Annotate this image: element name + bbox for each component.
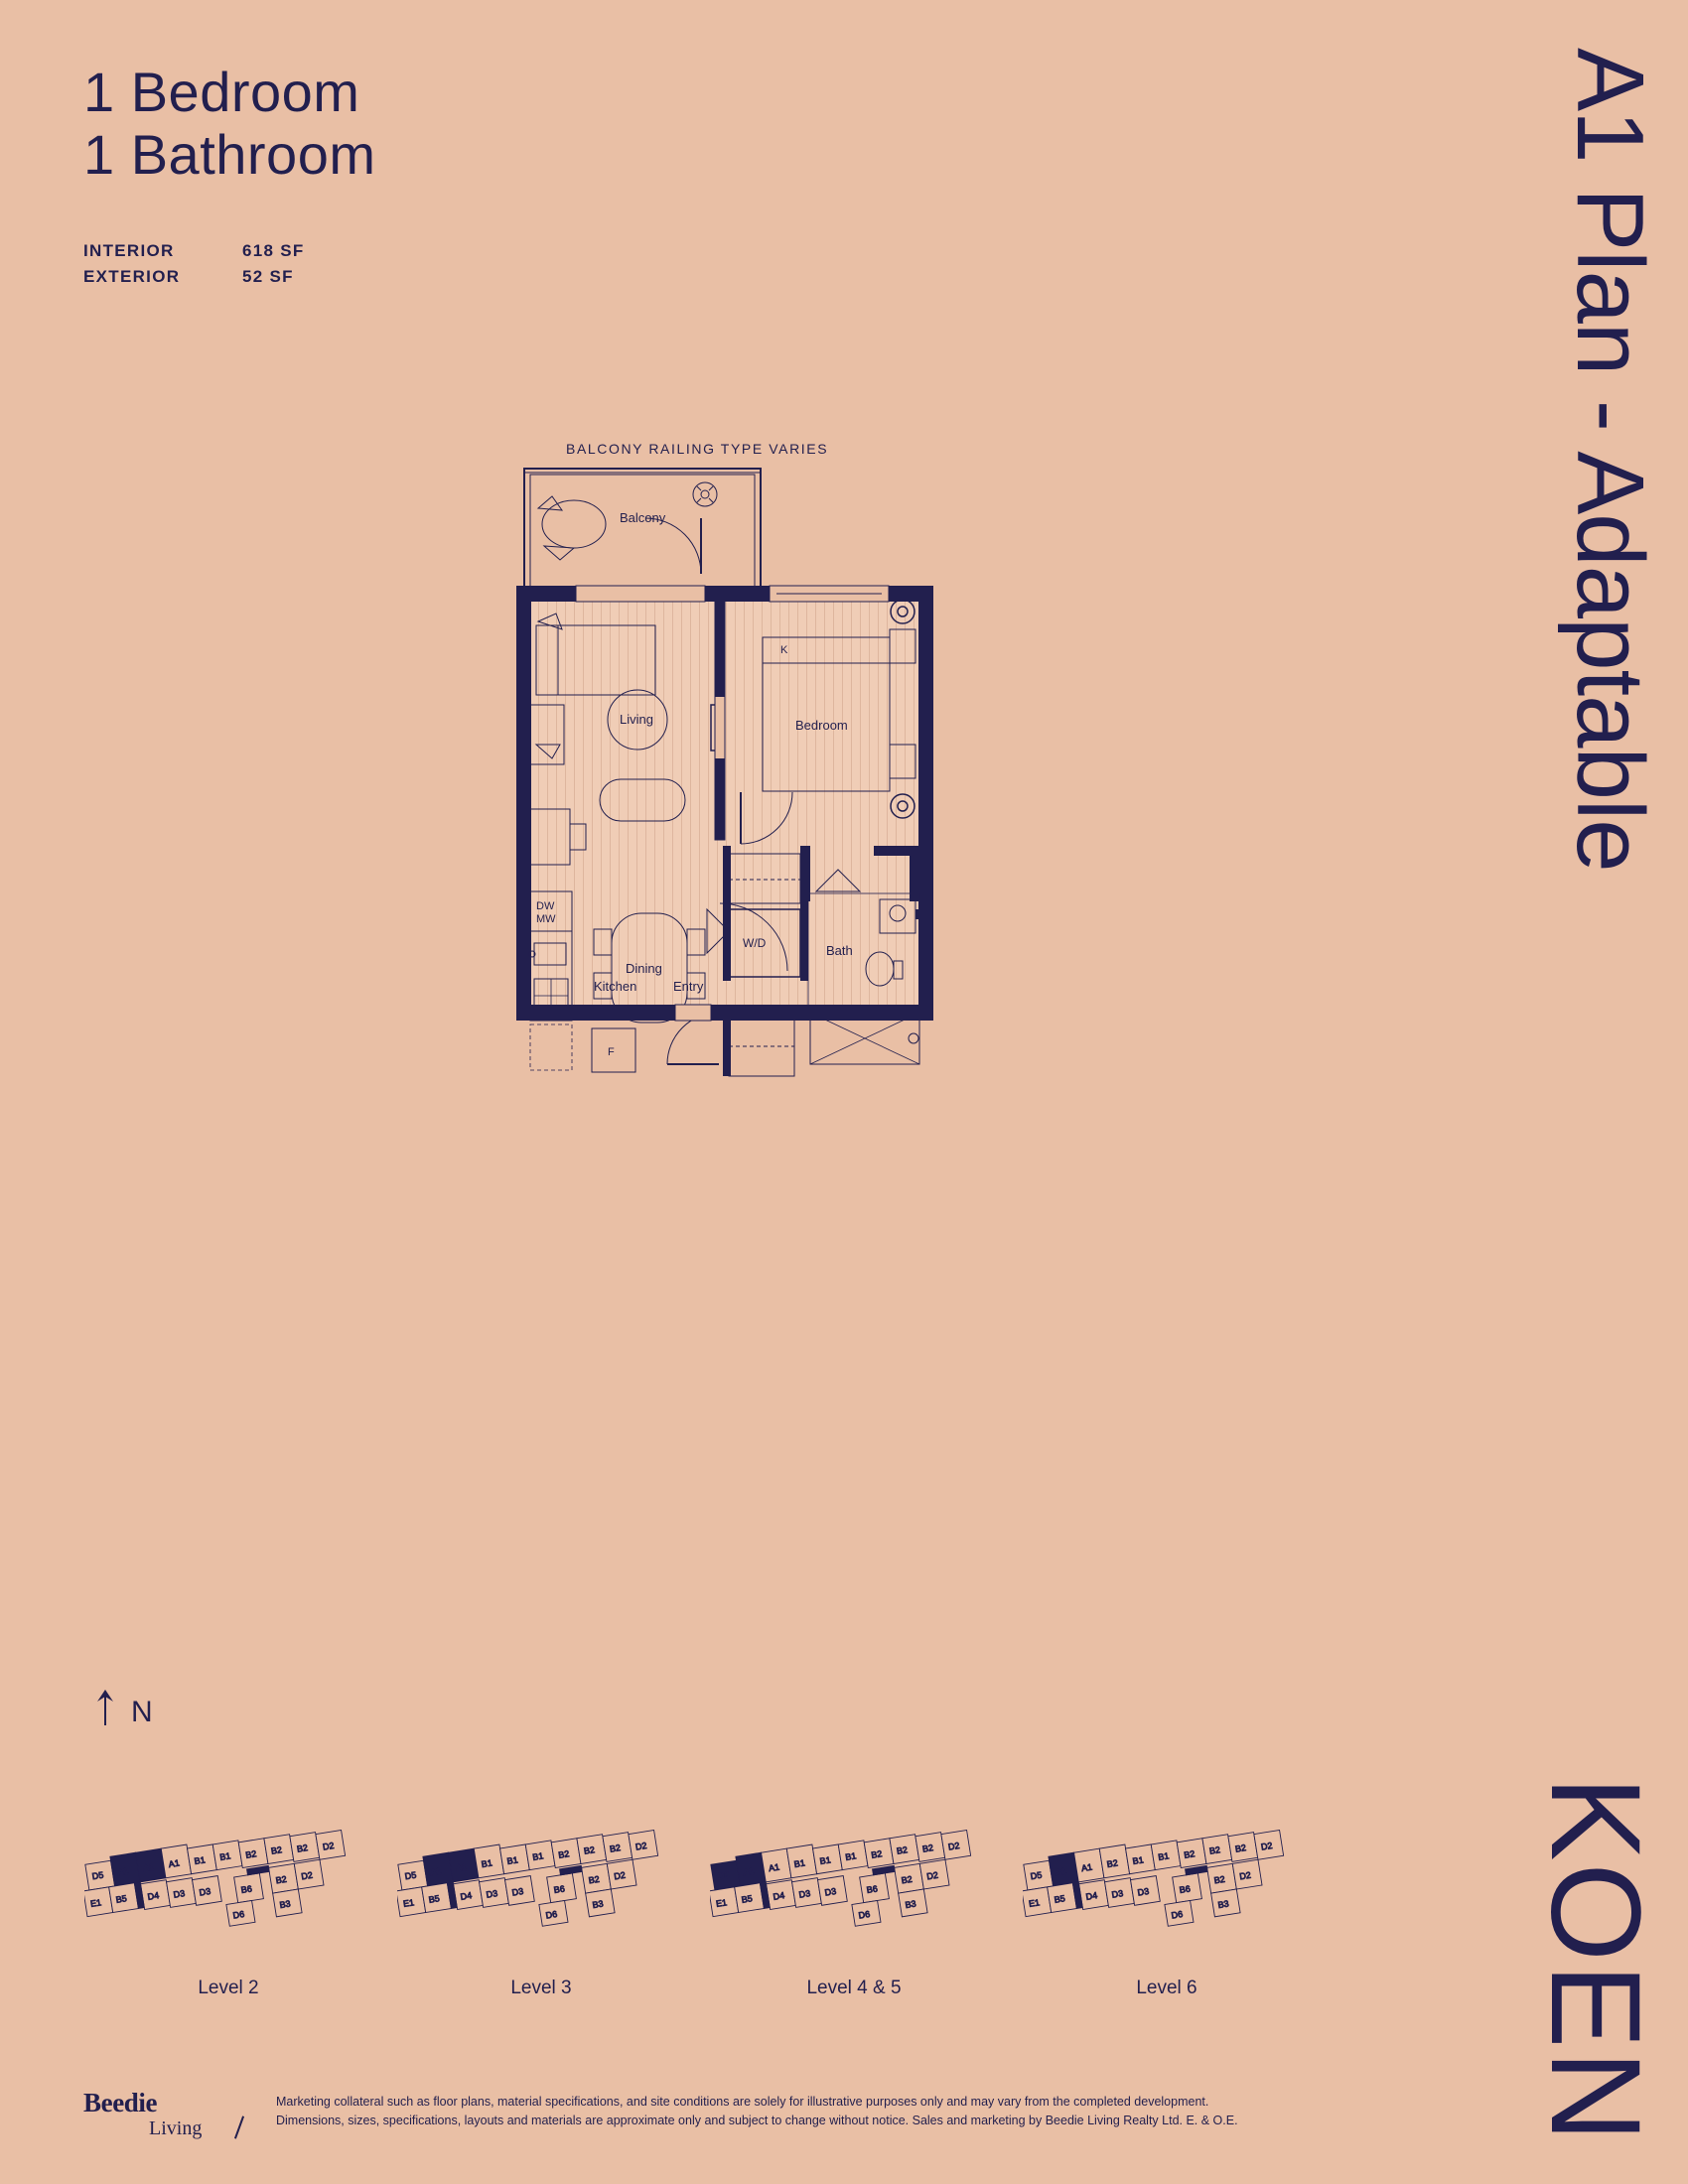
structural-blocks xyxy=(516,1005,933,1021)
north-label: N xyxy=(131,1696,153,1728)
area-summary xyxy=(83,238,361,291)
appliance-label-dw: DW xyxy=(536,900,555,912)
svg-text:B5: B5 xyxy=(114,1893,128,1905)
svg-text:D3: D3 xyxy=(172,1888,186,1900)
svg-text:B3: B3 xyxy=(591,1898,605,1911)
svg-text:B2: B2 xyxy=(583,1844,596,1856)
area-value-interior: 618 SF xyxy=(242,241,305,260)
svg-text:B3: B3 xyxy=(904,1898,917,1911)
area-row-interior xyxy=(83,238,361,264)
svg-text:D5: D5 xyxy=(91,1869,104,1882)
beedie-living-logo xyxy=(83,2090,202,2138)
svg-text:B2: B2 xyxy=(557,1848,571,1860)
svg-text:B6: B6 xyxy=(240,1883,253,1895)
floorplan-drawing xyxy=(516,417,1152,1439)
room-label-kitchen: Kitchen xyxy=(594,979,637,994)
svg-text:B6: B6 xyxy=(553,1883,566,1895)
project-brand-vertical: KOEN xyxy=(1524,1776,1666,2144)
area-label-exterior: EXTERIOR xyxy=(83,267,181,287)
svg-text:D5: D5 xyxy=(1030,1869,1043,1882)
svg-text:B1: B1 xyxy=(531,1850,545,1862)
svg-text:B6: B6 xyxy=(866,1883,879,1895)
keyplan-label: Level 3 xyxy=(510,1978,572,1998)
svg-text:B2: B2 xyxy=(296,1843,309,1854)
balcony-railing-note: BALCONY RAILING TYPE VARIES xyxy=(566,441,829,457)
area-row-exterior xyxy=(83,264,361,290)
keyplan-label: Level 2 xyxy=(198,1978,259,1998)
svg-text:B2: B2 xyxy=(587,1873,601,1886)
area-value-exterior: 52 SF xyxy=(242,267,294,287)
svg-text:B2: B2 xyxy=(1212,1873,1226,1886)
balcony-area xyxy=(524,469,761,593)
svg-text:D4: D4 xyxy=(459,1890,473,1902)
svg-text:D6: D6 xyxy=(857,1908,871,1921)
svg-text:B1: B1 xyxy=(844,1850,858,1862)
svg-text:B1: B1 xyxy=(505,1854,519,1867)
svg-text:D6: D6 xyxy=(231,1908,245,1921)
svg-text:E1: E1 xyxy=(715,1897,728,1909)
svg-text:D2: D2 xyxy=(300,1869,314,1882)
keyplan-diagram xyxy=(710,1797,998,1976)
room-label-dining: Dining xyxy=(626,961,662,976)
svg-text:D2: D2 xyxy=(1260,1840,1274,1852)
north-arrow-icon xyxy=(91,1688,125,1727)
svg-text:B1: B1 xyxy=(481,1857,493,1870)
svg-text:B2: B2 xyxy=(1234,1843,1247,1854)
svg-text:B3: B3 xyxy=(1216,1898,1230,1911)
keyplan-level-4-5 xyxy=(710,1797,998,2005)
appliance-label-f: F xyxy=(608,1046,615,1058)
title-line-bedroom: 1 Bedroom xyxy=(83,61,360,123)
svg-text:D3: D3 xyxy=(823,1885,837,1898)
svg-text:A1: A1 xyxy=(1055,1865,1068,1878)
svg-text:D2: D2 xyxy=(613,1869,627,1882)
svg-text:A1: A1 xyxy=(742,1865,756,1878)
svg-text:E1: E1 xyxy=(89,1897,102,1909)
svg-text:A1: A1 xyxy=(116,1865,130,1878)
svg-text:B1: B1 xyxy=(1131,1854,1145,1867)
interior-partition xyxy=(715,602,725,840)
svg-text:D3: D3 xyxy=(485,1888,498,1900)
svg-text:B1: B1 xyxy=(818,1854,832,1867)
svg-text:B2: B2 xyxy=(609,1843,622,1854)
svg-text:B1: B1 xyxy=(1157,1850,1171,1862)
svg-text:D2: D2 xyxy=(1238,1869,1252,1882)
svg-text:B5: B5 xyxy=(740,1893,754,1905)
room-label-bedroom: Bedroom xyxy=(795,718,848,733)
svg-text:D3: D3 xyxy=(1136,1885,1150,1898)
keyplan-diagram xyxy=(397,1797,685,1976)
svg-text:E1: E1 xyxy=(1028,1897,1041,1909)
keyplan-label: Level 4 & 5 xyxy=(806,1978,902,1998)
svg-text:B2: B2 xyxy=(1106,1857,1119,1870)
svg-text:D5: D5 xyxy=(404,1869,417,1882)
keyplan-diagram xyxy=(84,1797,372,1976)
keyplan-group xyxy=(70,1797,1291,2035)
svg-text:B2: B2 xyxy=(274,1873,288,1886)
svg-text:A1: A1 xyxy=(142,1861,155,1874)
room-label-living: Living xyxy=(620,712,653,727)
svg-text:B2: B2 xyxy=(900,1873,914,1886)
svg-text:A1: A1 xyxy=(1080,1861,1093,1874)
svg-text:B3: B3 xyxy=(278,1898,292,1911)
keyplan-level-3 xyxy=(397,1797,685,2005)
svg-text:B1: B1 xyxy=(793,1857,806,1870)
appliance-label-k: K xyxy=(780,644,788,656)
svg-text:D6: D6 xyxy=(1170,1908,1184,1921)
room-label-entry: Entry xyxy=(673,979,704,994)
appliance-label-mw: MW xyxy=(536,913,556,925)
svg-text:B2: B2 xyxy=(896,1844,909,1856)
svg-text:D4: D4 xyxy=(146,1890,160,1902)
brand-subname: Living xyxy=(149,2117,203,2139)
svg-text:B2: B2 xyxy=(870,1848,884,1860)
svg-text:A1: A1 xyxy=(768,1861,780,1874)
svg-text:D3: D3 xyxy=(198,1885,211,1898)
svg-text:B5: B5 xyxy=(427,1893,441,1905)
svg-text:A1: A1 xyxy=(455,1861,468,1874)
svg-text:D5: D5 xyxy=(717,1869,730,1882)
svg-text:D3: D3 xyxy=(510,1885,524,1898)
svg-text:E1: E1 xyxy=(402,1897,415,1909)
svg-text:D4: D4 xyxy=(772,1890,785,1902)
disclaimer-line-2: Dimensions, sizes, specifications, layouts and materials are approximate only and subject to change without notice. Sales and marketing by Beedie Living Realty Ltd. E. & O.E. xyxy=(276,2113,1238,2127)
keyplan-level-2 xyxy=(84,1797,372,2005)
page-title xyxy=(83,62,376,186)
svg-text:D2: D2 xyxy=(925,1869,939,1882)
appliance-label-wd: W/D xyxy=(743,936,767,950)
svg-text:D6: D6 xyxy=(544,1908,558,1921)
floorplan-svg xyxy=(516,417,1152,1439)
svg-text:B2: B2 xyxy=(270,1844,283,1856)
brand-slash-divider xyxy=(234,2116,244,2138)
keyplan-level-6 xyxy=(1023,1797,1311,2005)
svg-text:B5: B5 xyxy=(1053,1893,1066,1905)
svg-text:B1: B1 xyxy=(218,1850,232,1862)
brand-name: Beedie xyxy=(83,2088,158,2117)
svg-text:B2: B2 xyxy=(1183,1848,1196,1860)
svg-text:B6: B6 xyxy=(1179,1883,1192,1895)
legal-disclaimer xyxy=(276,2093,1338,2130)
disclaimer-line-1: Marketing collateral such as floor plans, material specifications, and site conditions are solely for illustrative purposes only and may vary from the completed development. xyxy=(276,2095,1209,2109)
svg-text:D2: D2 xyxy=(947,1840,961,1852)
svg-text:D4: D4 xyxy=(1084,1890,1098,1902)
room-label-balcony: Balcony xyxy=(620,510,666,525)
keyplan-diagram xyxy=(1023,1797,1311,1976)
svg-text:B1: B1 xyxy=(193,1854,207,1867)
svg-text:A1: A1 xyxy=(429,1865,443,1878)
svg-text:D3: D3 xyxy=(797,1888,811,1900)
svg-text:A1: A1 xyxy=(168,1857,181,1870)
area-label-interior: INTERIOR xyxy=(83,241,175,260)
svg-text:B2: B2 xyxy=(921,1843,934,1854)
svg-text:D2: D2 xyxy=(634,1840,648,1852)
plan-name-vertical: A1 Plan - Adaptable xyxy=(1557,48,1663,872)
title-line-bathroom: 1 Bathroom xyxy=(83,122,376,186)
svg-text:D2: D2 xyxy=(322,1840,336,1852)
svg-text:B2: B2 xyxy=(1208,1844,1221,1856)
north-arrow xyxy=(91,1688,153,1727)
keyplan-label: Level 6 xyxy=(1136,1978,1197,1998)
room-label-bath: Bath xyxy=(826,943,853,958)
svg-text:B2: B2 xyxy=(244,1848,258,1860)
svg-text:D3: D3 xyxy=(1110,1888,1124,1900)
